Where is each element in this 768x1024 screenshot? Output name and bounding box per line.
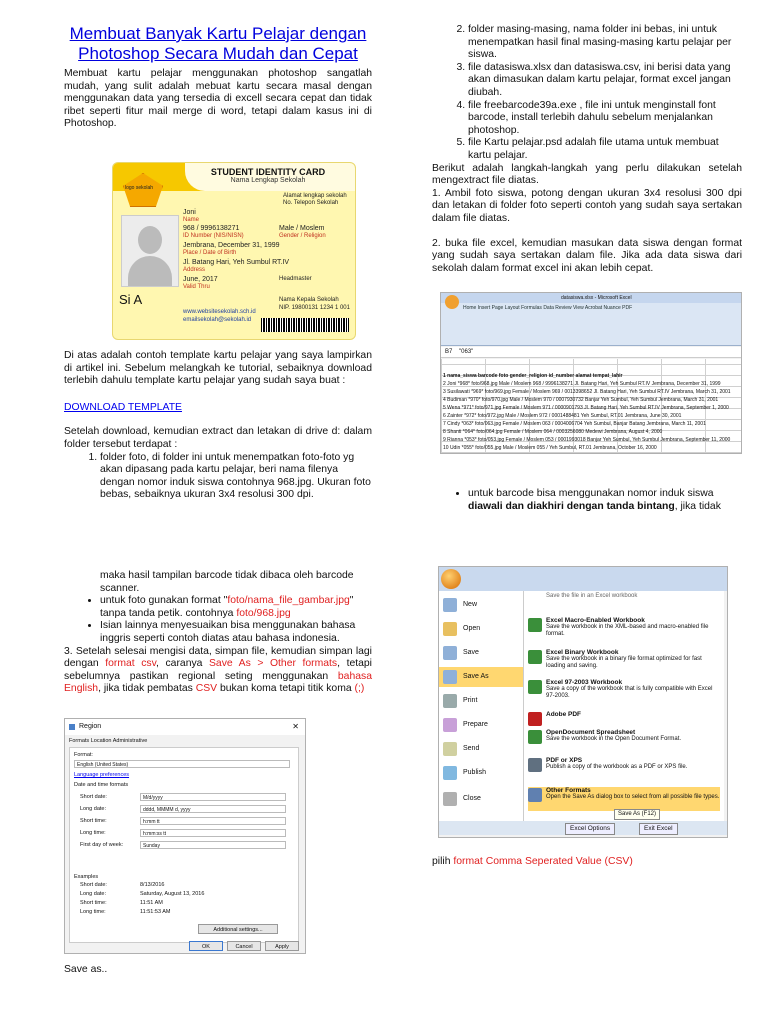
menu-item-print	[439, 691, 523, 711]
file-item-3: 3. file datasiswa.xlsx dan datasiswa.csv, ini berisi data yang akan dimasukan dalam kartu pelajar, format excel jangan diubah.	[468, 62, 742, 100]
card-website: www.websitesekolah.sch.id	[183, 309, 256, 315]
open-icon	[443, 622, 457, 636]
intro-paragraph: Membuat kartu pelajar menggunakan photoshop sangatlah mudah, yang sulit adalah mebuat kartu secara masal dengan menggunakan data yang tersedia di excell secara cepat dan tidak ribet seperti fitur mail merge di word, tetapi dalam kasus ini di Photoshop.	[64, 68, 372, 130]
step3-c: , caranya	[156, 658, 209, 670]
excel-icon	[528, 680, 542, 694]
pilih-caption	[432, 856, 633, 869]
ex-long-date-value: Saturday, August 13, 2016	[140, 891, 205, 897]
step3-semicolon: (;)	[354, 683, 365, 695]
format-desc: Save a copy of the workbook that is fully compatible with Excel 97-2003.	[546, 686, 713, 699]
format-desc: Save the workbook in a binary file format optimized for fast loading and saving.	[546, 656, 702, 669]
barcode-note-c: , jika tidak	[674, 500, 721, 512]
format-desc: Open the Save As dialog box to select from all possible file types.	[546, 794, 720, 800]
formula-bar	[441, 347, 741, 358]
format-pdf-xps	[528, 757, 720, 771]
long-date-field: dddd, MMMM d, yyyy	[140, 805, 286, 813]
foto-format-item	[100, 595, 372, 620]
menu-item-label: Open	[463, 625, 481, 632]
step3-save-as: Save As > Other formats	[209, 658, 338, 670]
office-button-icon	[445, 295, 459, 309]
barcode-note-block	[432, 488, 742, 513]
menu-top-text: Save the file in an Excel workbook	[546, 593, 638, 599]
other-formats-icon	[528, 788, 542, 802]
save-as-icon	[443, 670, 457, 684]
excel-data-image	[440, 292, 742, 454]
file-item-2: 2. folder masing-masing, nama folder ini bebas, ini untuk menempatkan hasil final masing-masing kartu pelajar per siswa.	[468, 24, 742, 62]
step3-paragraph	[64, 646, 372, 696]
ex-long-date-label: Long date:	[80, 891, 106, 897]
save-icon	[443, 646, 457, 660]
menu-top-bar	[439, 567, 727, 591]
cancel-button: Cancel	[227, 941, 261, 951]
right-column	[432, 24, 742, 275]
xps-icon	[528, 758, 542, 772]
barcode-note-a: untuk barcode bisa menggunakan nomor induk siswa	[468, 488, 714, 499]
format-title: Other Formats	[546, 787, 591, 794]
barcode-note-list	[432, 488, 742, 513]
ods-icon	[528, 730, 542, 744]
menu-bottom-bar	[439, 821, 727, 835]
card-valid-label: Valid Thru	[183, 284, 210, 290]
prepare-icon	[443, 718, 457, 732]
menu-item-save	[439, 643, 523, 663]
download-template-link[interactable]: DOWNLOAD TEMPLATE	[64, 401, 182, 413]
short-date-label: Short date:	[80, 794, 107, 800]
step3-format-csv: format csv	[105, 658, 157, 670]
ex-short-time-label: Short time:	[80, 900, 107, 906]
page-title[interactable]: Membuat Banyak Kartu Pelajar dengan Photoshop Secara Mudah dan Cepat	[69, 24, 367, 63]
after-card-paragraph: Di atas adalah contoh template kartu pelajar yang saya lampirkan di artikel ini. Sebelum melangkah ke tutorial, sebaiknya download terlebih dahulu template kartu pelajar yang sudah saya buat :	[64, 350, 372, 387]
format-title: OpenDocument Spreadsheet	[546, 729, 636, 736]
short-time-field: h:mm tt	[140, 817, 286, 825]
student-id-card-image	[112, 162, 356, 340]
isian-item: • Isian lainnya menyesuaikan bisa menggunakan bahasa inggris seperti contoh diatas atau bahasa indonesia.	[100, 620, 372, 645]
card-birth: Jembrana, December 31, 1999	[183, 242, 280, 249]
excel-tabs: Home Insert Page Layout Formulas Data Review View Acrobat Nuance PDF	[463, 305, 633, 311]
files-list-rest	[432, 24, 742, 163]
extract-paragraph: Setelah download, kemudian extract dan letakan di drive d: dalam folder tersebut terdapat :	[64, 426, 372, 450]
left-bottom-block	[64, 570, 372, 696]
close-icon: ✕	[292, 722, 299, 731]
step3-a: 3. Setelah selesai mengisi data, simpan file, kemudian simpan lagi dengan	[64, 645, 372, 670]
pilih-a: pilih	[432, 856, 454, 867]
new-icon	[443, 598, 457, 612]
steps-intro: Berikut adalah langkah-langkah yang perlu dilakukan setelah mengextract file diatas.	[432, 162, 742, 187]
ex-short-time-value: 11:51 AM	[140, 900, 163, 906]
card-headmaster-name: Nama Kepala Sekolah	[279, 297, 339, 303]
exit-excel-button: Exit Excel	[639, 823, 678, 835]
long-time-label: Long time:	[80, 830, 106, 836]
table-row: 6 Zainter *972* foto/972.jpg Male / Moslem 972 / 0001488481 Yeh Sumbul, RT.01 Jembrana, June 30, 2001	[443, 413, 682, 419]
format-title: Excel Macro-Enabled Workbook	[546, 617, 645, 624]
barcode-note-bold: diawali dan diakhiri dengan tanda bintang	[468, 500, 675, 512]
card-photo-name: Si A	[119, 292, 143, 307]
foto-text-a: untuk foto gunakan format "	[100, 595, 228, 607]
additional-settings-button: Additional settings...	[198, 924, 278, 934]
table-row: 2 Joni *968* foto/968.jpg Male / Moslem 968 / 9996138271 Jl. Batang Hari, Yeh Sumbul RT.IV Jembrana, December 31, 1999	[443, 381, 721, 387]
pilih-csv: format Comma Seperated Value (CSV)	[453, 856, 633, 867]
send-icon	[443, 742, 457, 756]
card-email: emailsekolah@sekolah.id	[183, 317, 252, 323]
examples-label: Examples	[74, 874, 99, 880]
menu-item-label: Publish	[463, 769, 486, 776]
language-preferences-link: Language preferences	[74, 772, 130, 778]
menu-item-label: Save As	[463, 673, 489, 680]
avatar-body-icon	[128, 256, 172, 286]
short-time-label: Short time:	[80, 818, 107, 824]
card-birth-label: Place / Date of Birth	[183, 250, 237, 256]
publish-icon	[443, 766, 457, 780]
ex-long-time-value: 11:51:53 AM	[140, 909, 171, 915]
menu-item-label: Save	[463, 649, 479, 656]
file-item-5: 5. file Kartu pelajar.psd adalah file utama untuk membuat kartu pelajar.	[468, 137, 742, 162]
long-date-label: Long date:	[80, 806, 106, 812]
format-adobe-pdf	[528, 711, 720, 718]
step3-g: , jika tidak pembatas	[98, 683, 196, 695]
cell-reference: B7	[445, 349, 453, 355]
ex-short-date-label: Short date:	[80, 882, 107, 888]
foto-example: foto/968.jpg	[236, 607, 291, 619]
foto-path-template: foto/nama_file_gambar.jpg	[227, 595, 350, 607]
excel-window-title: datasiswa.xlsx - Microsoft Excel	[561, 295, 632, 301]
print-icon	[443, 694, 457, 708]
foto-text-c: " tanpa tanda petik. contohnya	[100, 595, 354, 619]
format-opendocument	[528, 729, 720, 743]
card-barcode	[261, 318, 349, 332]
avatar-head-icon	[138, 226, 162, 254]
card-school-phone: No. Telepon Sekolah	[283, 200, 339, 206]
menu-item-new	[439, 595, 523, 615]
card-name-label: Name	[183, 217, 200, 223]
card-id-label: ID Number (NIS/NISN)	[183, 233, 244, 239]
menu-item-publish	[439, 763, 523, 783]
file-item-1: 1. folder foto, di folder ini untuk menempatkan foto-foto yg akan dipasang pada kartu pelajar, beri nama filenya dengan nomor induk siswa contohnya 968.jpg. Ukuran foto bebas, sebaiknya ukuran 3x4 resolusi 300 dpi.	[100, 452, 372, 502]
table-row: 10 Udin *055* foto/055.jpg Male / Moslem 055 / Yeh Sumbul, RT.01 Jembrana, October 16, 2000	[443, 445, 657, 451]
barcode-note	[468, 488, 742, 513]
menu-right-pane	[524, 591, 724, 821]
step3-e: , tetapi sebelumnya pastikan regional seting menggunakan	[64, 658, 372, 682]
card-headmaster: Headmaster	[279, 276, 312, 282]
ex-short-date-value: 8/13/2016	[140, 882, 165, 888]
menu-item-prepare	[439, 715, 523, 735]
menu-item-open	[439, 619, 523, 639]
format-97-2003	[528, 679, 720, 700]
left-column	[64, 24, 372, 131]
format-select: English (United States)	[74, 760, 290, 768]
step3-csv: CSV	[195, 683, 218, 695]
card-gender: Male / Moslem	[279, 225, 325, 232]
format-binary	[528, 649, 720, 670]
first-day-field: Sunday	[140, 841, 286, 849]
school-logo-label: logo sekolah	[125, 185, 154, 191]
card-school-address: Alamat lengkap sekolah	[283, 193, 347, 199]
save-as-tooltip: Save As (F12)	[614, 809, 660, 820]
files-list-first	[64, 452, 372, 502]
menu-item-label: New	[463, 601, 478, 608]
ok-button: OK	[189, 941, 223, 951]
table-row: 3 Susilawati *969* foto/969.jpg Female / Moslem 969 / 0013398652 Jl. Batang Hari, Yeh Sumbul RT.IV Jembrana, March 31, 2001	[443, 389, 731, 395]
pdf-icon	[528, 712, 542, 726]
apply-button: Apply	[265, 941, 299, 951]
card-address-label: Address	[183, 267, 206, 273]
card-photo-placeholder	[121, 215, 179, 287]
menu-item-label: Prepare	[463, 721, 488, 728]
after-card-block	[64, 350, 372, 502]
region-title-bar: Region	[65, 719, 305, 735]
excel-icon	[528, 618, 542, 632]
menu-item-close	[439, 789, 523, 809]
menu-item-save-as	[439, 667, 523, 687]
format-desc: Save the workbook in the Open Document Format.	[546, 736, 682, 742]
format-desc: Publish a copy of the workbook as a PDF or XPS file.	[546, 764, 688, 770]
format-title: Adobe PDF	[546, 711, 582, 718]
format-other	[528, 787, 720, 811]
excel-options-button: Excel Options	[565, 823, 615, 835]
step3-english: bahasa English	[64, 670, 372, 695]
close-doc-icon	[443, 792, 457, 806]
step2-paragraph: 2. buka file excel, kemudian masukan data siswa dengan format yang sudah saya sertakan dalam file. Jika ada data siswa dari sekolah dalam format excel ini akan lebih cepat.	[432, 237, 742, 274]
region-dialog-image	[64, 718, 306, 954]
card-student-name: Joni	[183, 209, 196, 216]
barcode-continue: maka hasil tampilan barcode tidak dibaca oleh barcode scanner.	[100, 570, 354, 594]
format-title: PDF or XPS	[546, 757, 583, 764]
card-nip: NIP. 19800131 1234 1 001	[279, 305, 350, 311]
short-date-field: M/d/yyyy	[140, 793, 286, 801]
step1-paragraph: 1. Ambil foto siswa, potong dengan ukuran 3x4 resolusi 300 dpi dan letakan di folder foto seperti contoh yang sudah saya sertakan dalam file diatas.	[432, 187, 742, 224]
region-tabs: Formats Location Administrative	[69, 738, 148, 744]
excel-header-row: 1 nama_siswa barcode foto gender_religion id_number alamat tempat_lahir	[443, 373, 623, 379]
table-row: 5 Wena *971* foto/971.jpg Female / Moslem 971 / 0000901793 Jl. Batang Hari, Yeh Sumbul RT.IV Jembrana, September 1, 2000	[443, 405, 729, 411]
table-row: 9 Rianna *053* foto/053.jpg Female / Moslem 053 / 0001993018 Banjar Yeh Sumbul, Yeh Sumbul Jembrana, September 11, 2000	[443, 437, 731, 443]
table-row: 8 Shanti *064* foto/064.jpg Female / Moslem 064 / 0003256080 Medewi Jembrana, August 4, 2000	[443, 429, 663, 435]
office-orb-icon	[441, 569, 461, 589]
format-label: Format:	[74, 752, 93, 758]
card-address: Jl. Batang Hari, Yeh Sumbul RT.IV	[183, 259, 290, 266]
region-panel	[69, 747, 299, 943]
excel-icon	[528, 650, 542, 664]
card-title: STUDENT IDENTITY CARD	[210, 167, 326, 177]
bullet-list-left	[64, 595, 372, 645]
long-time-field: h:mm:ss tt	[140, 829, 286, 837]
format-title: Excel Binary Workbook	[546, 649, 619, 656]
step3-i: bukan koma tetapi titik koma	[217, 683, 355, 695]
menu-left-pane	[439, 591, 524, 821]
download-link-row	[64, 402, 372, 415]
card-subtitle: Nama Lengkap Sekolah	[230, 177, 306, 184]
table-row: 7 Cindy *063* foto/063.jpg Female / Moslem 063 / 0004006704 Yeh Sumbul, Banjar Batang Jembrana, March 11, 2001	[443, 421, 706, 427]
save-as-caption: Save as..	[64, 964, 108, 975]
ex-long-time-label: Long time:	[80, 909, 106, 915]
format-title: Excel 97-2003 Workbook	[546, 679, 623, 686]
menu-item-send	[439, 739, 523, 759]
globe-icon	[69, 724, 75, 730]
save-as-menu-image	[438, 566, 728, 838]
formula-value: "063"	[459, 349, 474, 355]
format-desc: Save the workbook in the XML-based and macro-enabled file format.	[546, 624, 709, 637]
card-gender-label: Gender / Religion	[279, 233, 326, 239]
card-id-number: 968 / 9996138271	[183, 225, 240, 232]
table-row: 4 Budiman *970* foto/970.jpg Male / Moslem 970 / 0007930732 Banjar Yeh Sumbul, Yeh Sumbul Jembrana, March 31, 2001	[443, 397, 719, 403]
menu-item-label: Close	[463, 795, 481, 802]
first-day-label: First day of week:	[80, 842, 124, 848]
menu-item-label: Print	[463, 697, 478, 704]
format-macro	[528, 617, 720, 638]
file-item-4: 4. file freebarcode39a.exe , file ini untuk menginstall font barcode, install terlebih dahulu sebelum menjalankan photoshop.	[468, 100, 742, 138]
menu-item-label: Send	[463, 745, 480, 752]
card-valid: June, 2017	[183, 276, 218, 283]
dt-formats-label: Date and time formats	[74, 782, 129, 788]
